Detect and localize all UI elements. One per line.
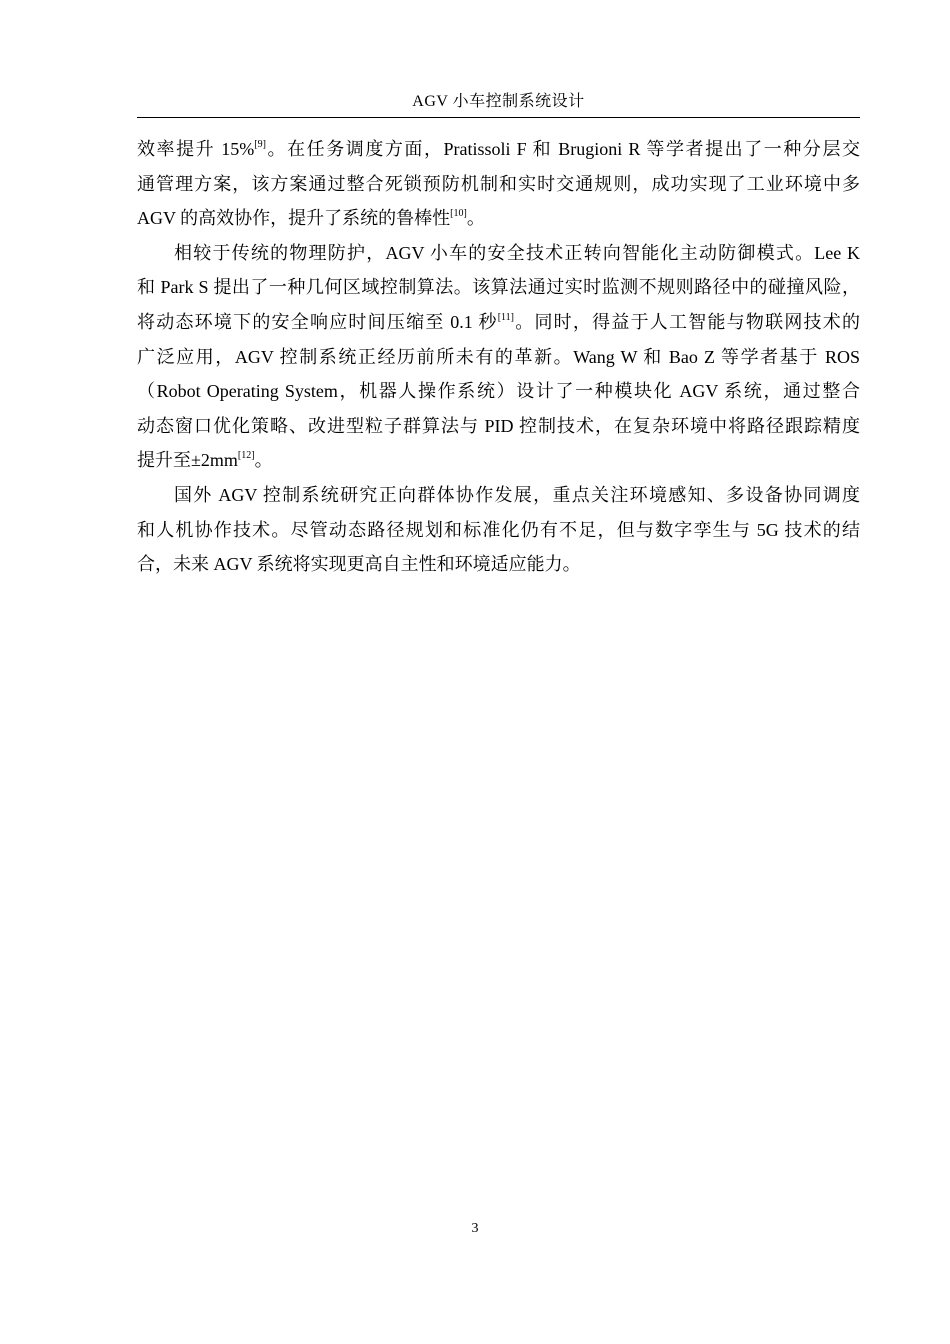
text-line: 将动态环境下的安全响应时间压缩至 0.1 秒[11]。同时，得益于人工智能与物联网技术的 — [137, 311, 861, 332]
text-line: AGV 的高效协作，提升了系统的鲁棒性[10]。 — [137, 208, 485, 229]
citation-ref: [12] — [237, 450, 255, 462]
header-rule — [137, 117, 860, 118]
text-line: 相较于传统的物理防护，AGV 小车的安全技术正转向智能化主动防御模式。Lee K — [174, 242, 860, 263]
text-line: 广泛应用，AGV 控制系统正经历前所未有的革新。Wang W 和 Bao Z 等学者基于 ROS — [137, 346, 860, 367]
text-line: （Robot Operating System，机器人操作系统）设计了一种模块化 AGV 系统，通过整合 — [137, 381, 860, 402]
text-line: 和人机协作技术。尽管动态路径规划和标准化仍有不足，但与数字孪生与 5G 技术的结 — [137, 519, 860, 540]
text-line: 动态窗口优化策略、改进型粒子群算法与 PID 控制技术，在复杂环境中将路径跟踪精度 — [137, 415, 860, 436]
running-header: AGV 小车控制系统设计 — [412, 93, 585, 110]
body-text — [137, 132, 860, 582]
citation-ref: [10] — [450, 208, 467, 220]
citation-ref: [9] — [254, 139, 266, 150]
paragraph-3 — [137, 478, 860, 582]
text-line: 国外 AGV 控制系统研究正向群体协作发展，重点关注环境感知、多设备协同调度 — [174, 484, 860, 505]
paragraph-1 — [137, 132, 860, 236]
text-line: 通管理方案，该方案通过整合死锁预防机制和实时交通规则，成功实现了工业环境中多 — [137, 173, 860, 194]
text-line: 提升至±2mm[12]。 — [137, 450, 273, 471]
text-line: 合，未来 AGV 系统将实现更高自主性和环境适应能力。 — [137, 554, 581, 575]
page-number: 3 — [471, 1221, 479, 1236]
paragraph-2 — [137, 236, 860, 478]
citation-ref: [11] — [497, 311, 515, 323]
text-line: 和 Park S 提出了一种几何区域控制算法。该算法通过实时监测不规则路径中的碰撞风险， — [137, 277, 860, 298]
text-line: 效率提升 15%[9]。在任务调度方面，Pratissoli F 和 Brugioni R 等学者提出了一种分层交 — [137, 139, 860, 159]
